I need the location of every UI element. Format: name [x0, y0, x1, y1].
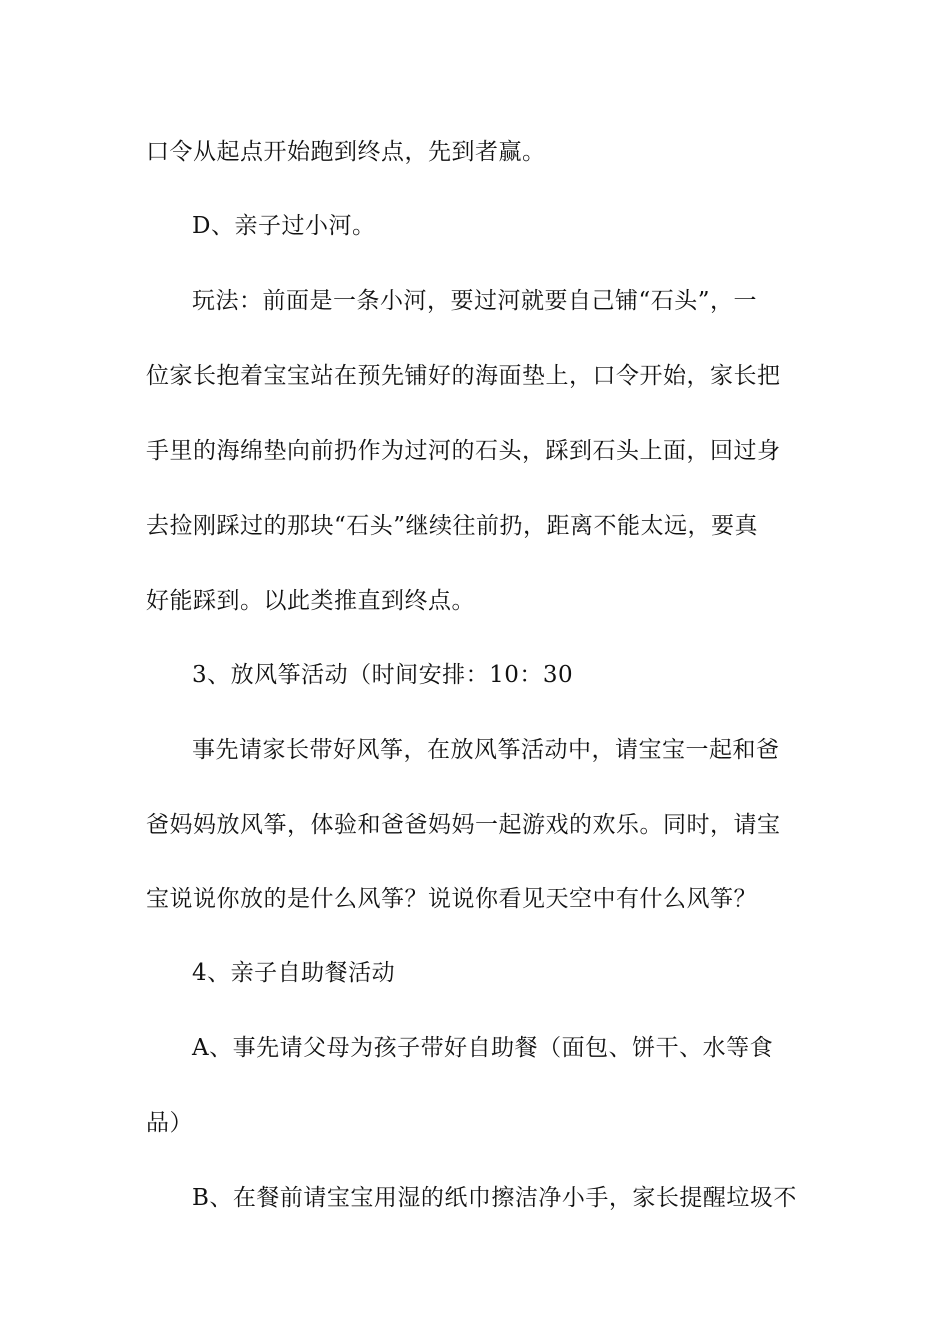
paragraph-line: A、事先请父母为孩子带好自助餐（面包、饼干、水等食 [192, 1035, 774, 1061]
section-heading-4: 4、亲子自助餐活动 [192, 960, 396, 986]
paragraph-line: 口令从起点开始跑到终点，先到者赢。 [146, 139, 546, 165]
paragraph-line: 宝说说你放的是什么风筝？说说你看见天空中有什么风筝？ [146, 886, 757, 912]
paragraph-line: 好能踩到。以此类推直到终点。 [146, 588, 475, 614]
paragraph-line: 事先请家长带好风筝，在放风筝活动中，请宝宝一起和爸 [192, 737, 780, 763]
section-heading-3: 3、放风筝活动（时间安排：10：30 [192, 662, 574, 688]
paragraph-line: 位家长抱着宝宝站在预先铺好的海面垫上，口令开始，家长把 [146, 363, 781, 389]
paragraph-line: 玩法：前面是一条小河，要过河就要自己铺“石头”，一 [192, 288, 758, 314]
paragraph-line: 爸妈妈放风筝，体验和爸爸妈妈一起游戏的欢乐。同时，请宝 [146, 812, 781, 838]
paragraph-line: B、在餐前请宝宝用湿的纸巾擦洁净小手，家长提醒垃圾不 [192, 1185, 797, 1211]
paragraph-line: 品） [146, 1110, 193, 1136]
paragraph-line: 手里的海绵垫向前扔作为过河的石头，踩到石头上面，回过身 [146, 438, 781, 464]
section-heading-d: D、亲子过小河。 [192, 213, 376, 239]
paragraph-line: 去捡刚踩过的那块“石头”继续往前扔，距离不能太远，要真 [146, 513, 759, 539]
